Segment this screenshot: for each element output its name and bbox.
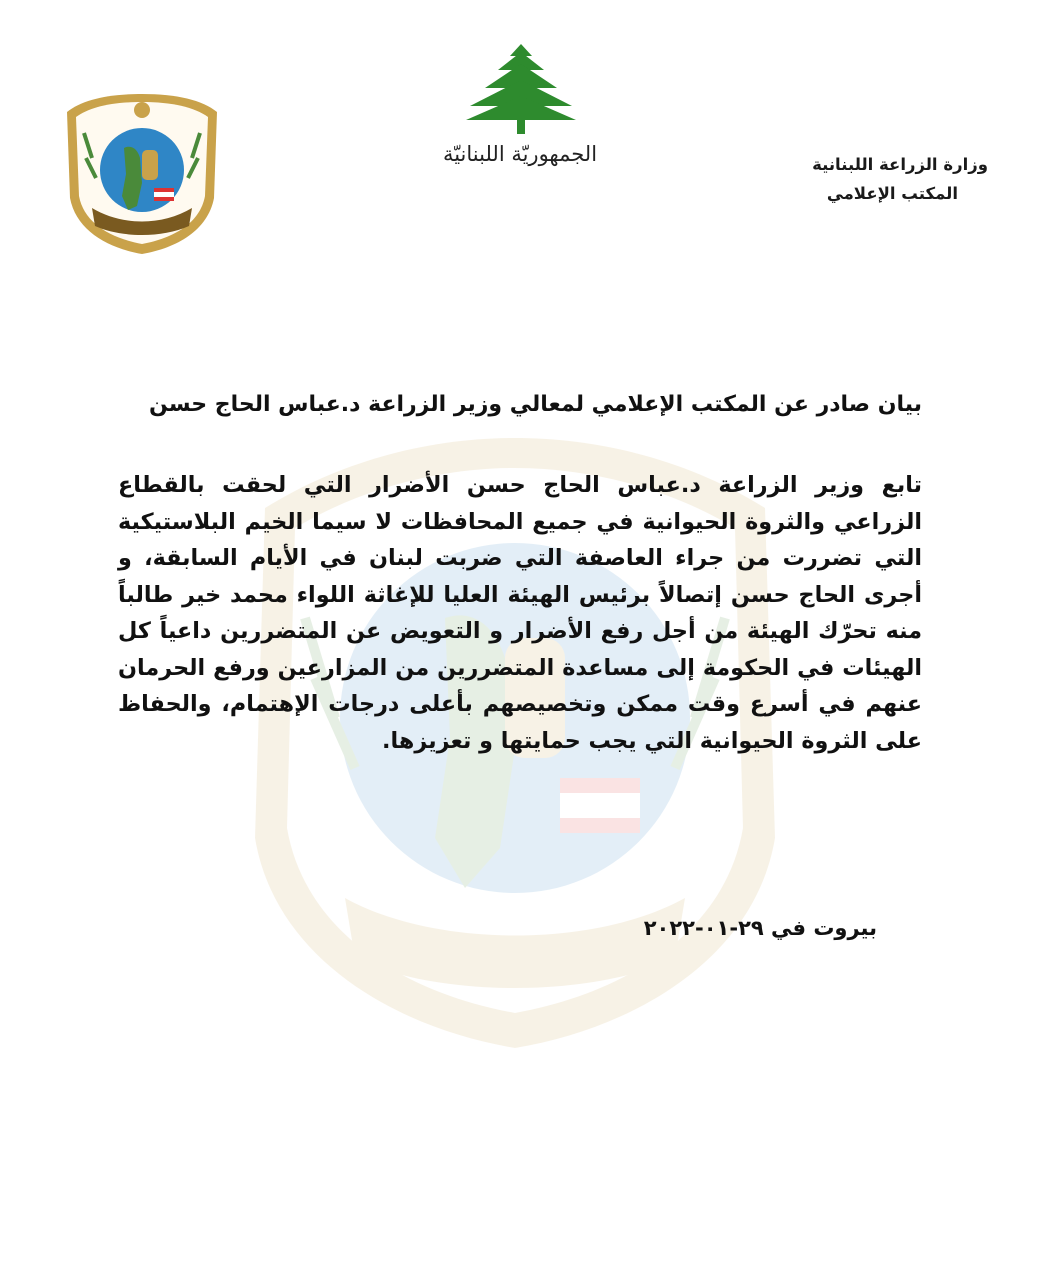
ministry-emblem-icon bbox=[62, 88, 222, 258]
statement-title: بيان صادر عن المكتب الإعلامي لمعالي وزير الزراعة د.عباس الحاج حسن bbox=[149, 392, 922, 417]
statement-body: تابع وزير الزراعة د.عباس الحاج حسن الأضرار التي لحقت بالقطاع الزراعي والثروة الحيوانية في جميع المحافظات لا سيما الخيم البلاستيكية التي تضررت من جراء العاصفة التي ضربت لبنان في الأيام السابقة، و أجرى الحاج حسن إتصالاً برئيس الهيئة العليا للإغاثة اللواء محمد خير طالباً منه تحرّك الهيئة من أجل رفع الأضرار و التعويض عن المتضررين داعياً كل الهيئات في الحكومة إلى مساعدة المتضررين من المزارعين ورفع الحرمان عنهم في أسرع وقت ممكن وتخصيصهم بأعلى درجات الإهتمام، والحفاظ على الثروة الحيوانية التي يجب حمايتها و تعزيزها. bbox=[118, 472, 922, 754]
issuing-office bbox=[768, 150, 988, 208]
date-line: بيروت في ٢٩-٠١-٢٠٢٢ bbox=[643, 916, 877, 940]
ministry-name: وزارة الزراعة اللبنانية bbox=[812, 155, 988, 174]
office-name: المكتب الإعلامي bbox=[826, 184, 958, 203]
republic-name: الجمهوريّة اللبنانيّة bbox=[442, 142, 598, 166]
cedar-logo-icon bbox=[462, 40, 580, 136]
